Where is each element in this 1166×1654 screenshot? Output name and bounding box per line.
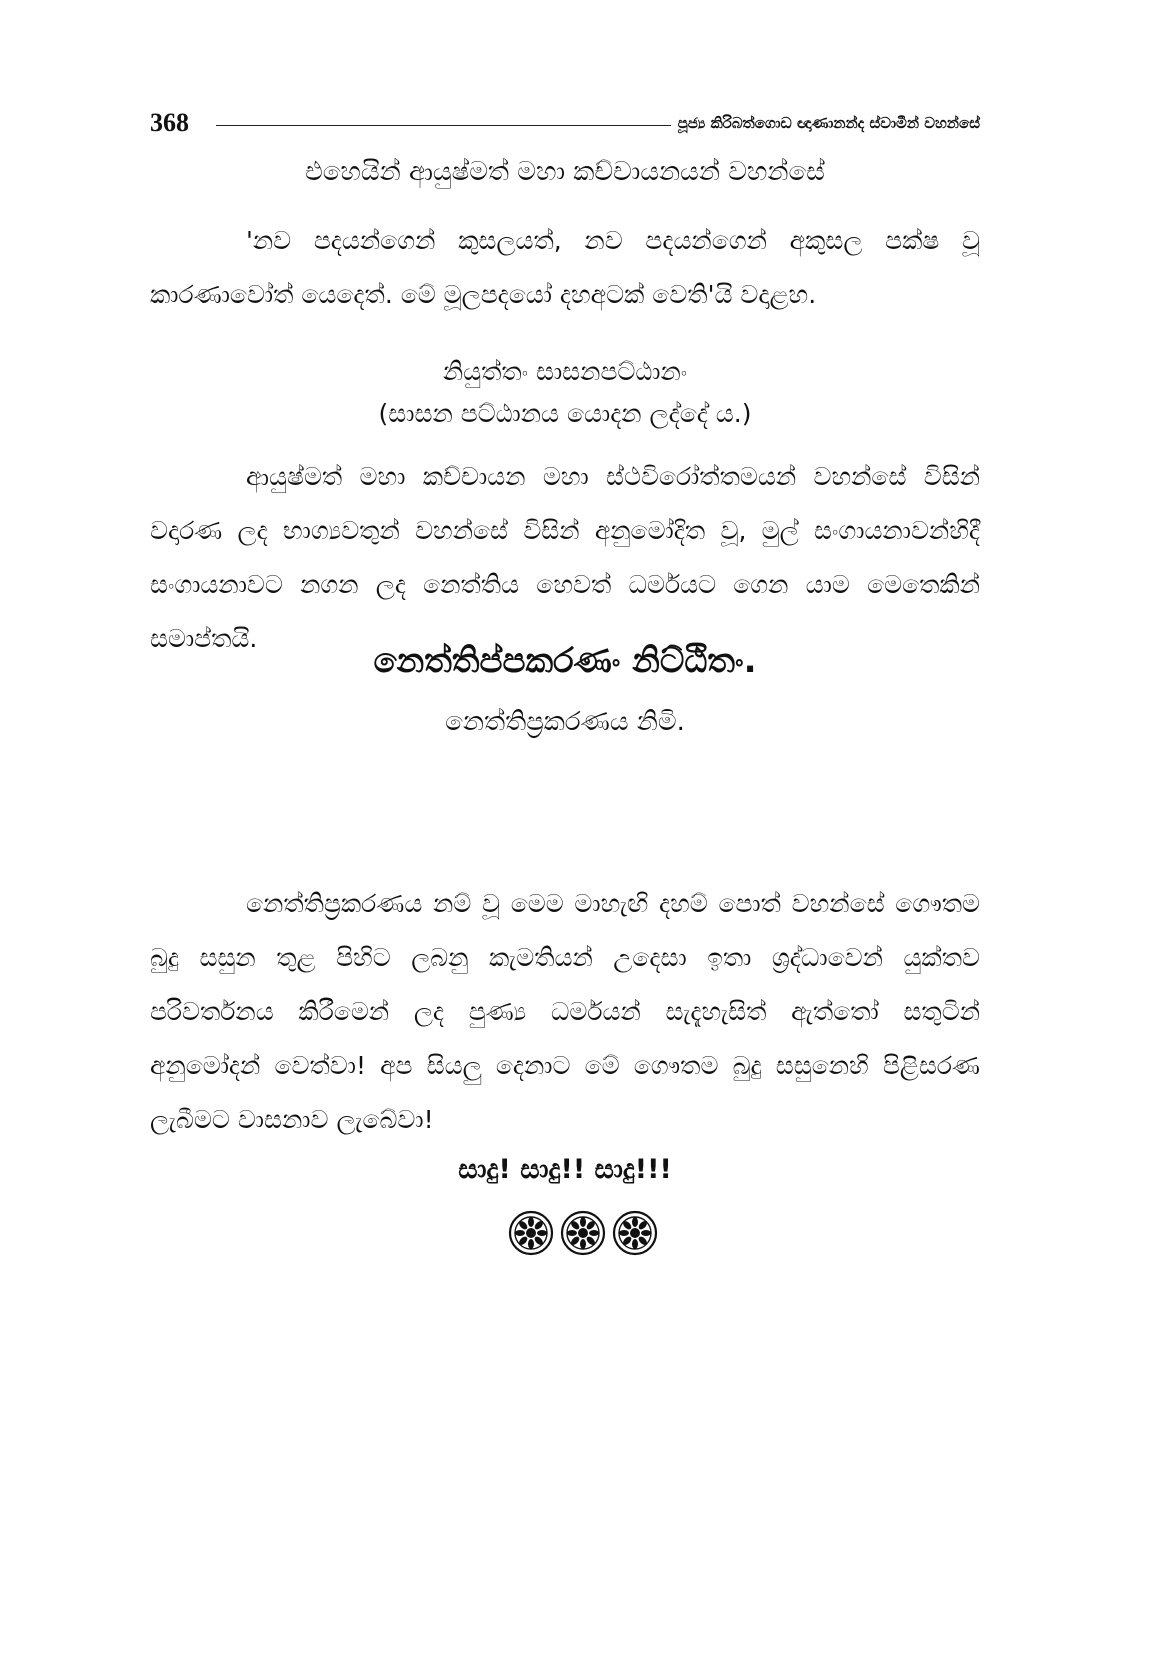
paragraph-3 bbox=[150, 877, 980, 1147]
dharma-wheel-icon bbox=[508, 1210, 554, 1256]
section-heading-sinhala: (සාසන පට්ඨානය යොදන ලද්දේ ය.) bbox=[378, 399, 752, 428]
dharma-wheel-icon bbox=[612, 1210, 658, 1256]
colophon-title: නෙත්තිප්පකරණං නිට්ඨිතං. bbox=[373, 641, 757, 681]
page-number: 368 bbox=[150, 108, 189, 137]
paragraph-2 bbox=[150, 450, 980, 666]
paragraph-3-text: නෙත්තිප්‍රකරණය නම් වූ මෙම මාහැඟි දහම් පොත් වහන්සේ ගෞතම බුදු සසුන තුළ පිහිට ලබනු කැමතියන් උදෙසා ඉතා ශ්‍රද්ධාවෙන් යුක්තව පරිවර්තනය කිරීමෙන් ලද පුණ්‍ය ධර්මයන් සැදැහැසිත් ඇත්තෝ සතුටින් අනුමෝදන් වෙත්වා! අප සියලු දෙනාට මේ ගෞතම බුදු සසුනෙහි පිළිසරණ ලැබීමට වාසනාව ලැබේවා! bbox=[150, 889, 980, 1134]
paragraph-1-text: 'නව පදයන්ගෙන් කුසලයත්, නව පදයන්ගෙන් අකුසල පක්ෂ වූ කාරණාවෝත් යෙදෙත්. මේ මූලපදයෝ දහඅටක් වෙති'යි වදාළහ. bbox=[150, 226, 980, 309]
sadhu-line: සාදු! සාදු!! සාදු!!! bbox=[458, 1154, 672, 1185]
section-heading-pali: නියුත්තං සාසනපට්ඨානං bbox=[442, 357, 688, 386]
paragraph-1 bbox=[150, 214, 980, 322]
ornament-row bbox=[0, 1210, 1166, 1260]
paragraph-2-text: ආයුෂ්මත් මහා කච්චායන මහා ස්ථවිරෝත්තමයන් වහන්සේ විසින් වදාරණ ලද භාග්‍යවතුන් වහන්සේ විසින් අනුමෝදිත වූ, මුල් සංගායනාවන්හිදී සංගායනාවට නගන ලද නෙත්තිය හෙවත් ධර්මයට ගෙන යාම මෙතෙකින් සමාප්තයි. bbox=[150, 462, 980, 653]
header-rule bbox=[216, 125, 671, 126]
opening-line: එහෙයින් ආයුෂ්මත් මහා කච්චායනයන් වහන්සේ bbox=[305, 157, 825, 187]
running-title: පූජ්‍ය කිරිබත්ගොඩ ඥාණානන්ද ස්වාමීන් වහන්සේ bbox=[677, 114, 980, 132]
page-header bbox=[150, 108, 980, 144]
colophon-subtitle: නෙත්තිප්‍රකරණය නිමි. bbox=[445, 707, 685, 737]
dharma-wheel-icon bbox=[560, 1210, 606, 1256]
